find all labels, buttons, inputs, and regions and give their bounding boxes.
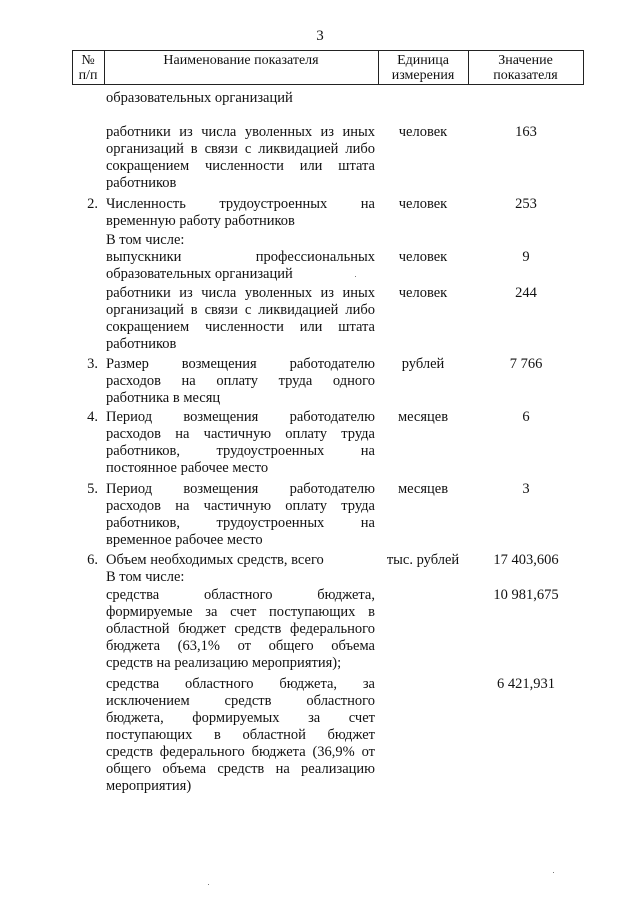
indicator-name: выпускники профессиональных образовательных организаций [106, 249, 375, 282]
header-value: Значение показателя [493, 53, 558, 83]
indicator-unit: человек [398, 196, 448, 212]
indicator-name: Объем необходимых средств, всего [106, 552, 324, 568]
indicator-value: 3 [522, 481, 530, 497]
indicator-unit: человек [398, 124, 448, 140]
indicator-name: Период возмещения работодателю расходов на частичную оплату труда работников, трудоустроенных на временное рабочее место [106, 481, 375, 548]
row-number: 2. [87, 196, 98, 212]
header-unit: Единица измерения [391, 53, 455, 83]
row-number: 5. [87, 481, 98, 497]
indicator-name: В том числе: [106, 569, 185, 585]
header-number: № п/п [78, 53, 98, 83]
indicator-value: 10 981,675 [493, 587, 559, 603]
indicator-unit: месяцев [397, 409, 449, 425]
indicator-name: средства областного бюджета, за исключением средств областного бюджета, формируемых за счет поступающих в областной бюджет средств федерального бюджета (36,9% от общего объема средств на реализацию мероприятия) [106, 676, 375, 794]
indicator-unit: месяцев [397, 481, 449, 497]
indicator-value: 163 [515, 124, 537, 140]
row-number: 3. [87, 356, 98, 372]
indicator-name: Размер возмещения работодателю расходов на оплату труда одного работника в месяц [106, 356, 375, 406]
indicator-value: 244 [515, 285, 537, 301]
indicator-unit: тыс. рублей [386, 552, 460, 568]
row-number: 4. [87, 409, 98, 425]
scan-speck [553, 872, 554, 873]
indicator-name: В том числе: [106, 232, 185, 248]
scan-speck [208, 884, 209, 885]
indicator-unit: человек [398, 249, 448, 265]
table-border-right [583, 51, 584, 84]
indicator-name: работники из числа уволенных из иных организаций в связи с ликвидацией либо сокращением численности или штата работников [106, 285, 375, 352]
indicator-value: 6 [522, 409, 530, 425]
table-header [72, 50, 584, 85]
indicator-value: 6 421,931 [497, 676, 555, 692]
indicator-value: 253 [515, 196, 537, 212]
indicator-value: 9 [522, 249, 530, 265]
page-number: 3 [316, 28, 324, 44]
indicator-value: 17 403,606 [493, 552, 559, 568]
indicator-name: средства областного бюджета, формируемые за счет поступающих в областной бюджет средств федерального бюджета (63,1% от общего объема средств на реализацию мероприятия); [106, 587, 375, 671]
indicator-unit: рублей [401, 356, 445, 372]
indicator-name: работники из числа уволенных из иных организаций в связи с ликвидацией либо сокращением численности или штата работников [106, 124, 375, 191]
header-name: Наименование показателя [163, 53, 319, 68]
indicator-name: образовательных организаций [106, 90, 293, 106]
indicator-name: Численность трудоустроенных на временную работу работников [106, 196, 375, 229]
indicator-unit: человек [398, 285, 448, 301]
scan-speck [355, 276, 356, 277]
indicator-value: 7 766 [509, 356, 543, 372]
indicator-name: Период возмещения работодателю расходов на частичную оплату труда работников, трудоустроенных на постоянное рабочее место [106, 409, 375, 476]
row-number: 6. [87, 552, 98, 568]
